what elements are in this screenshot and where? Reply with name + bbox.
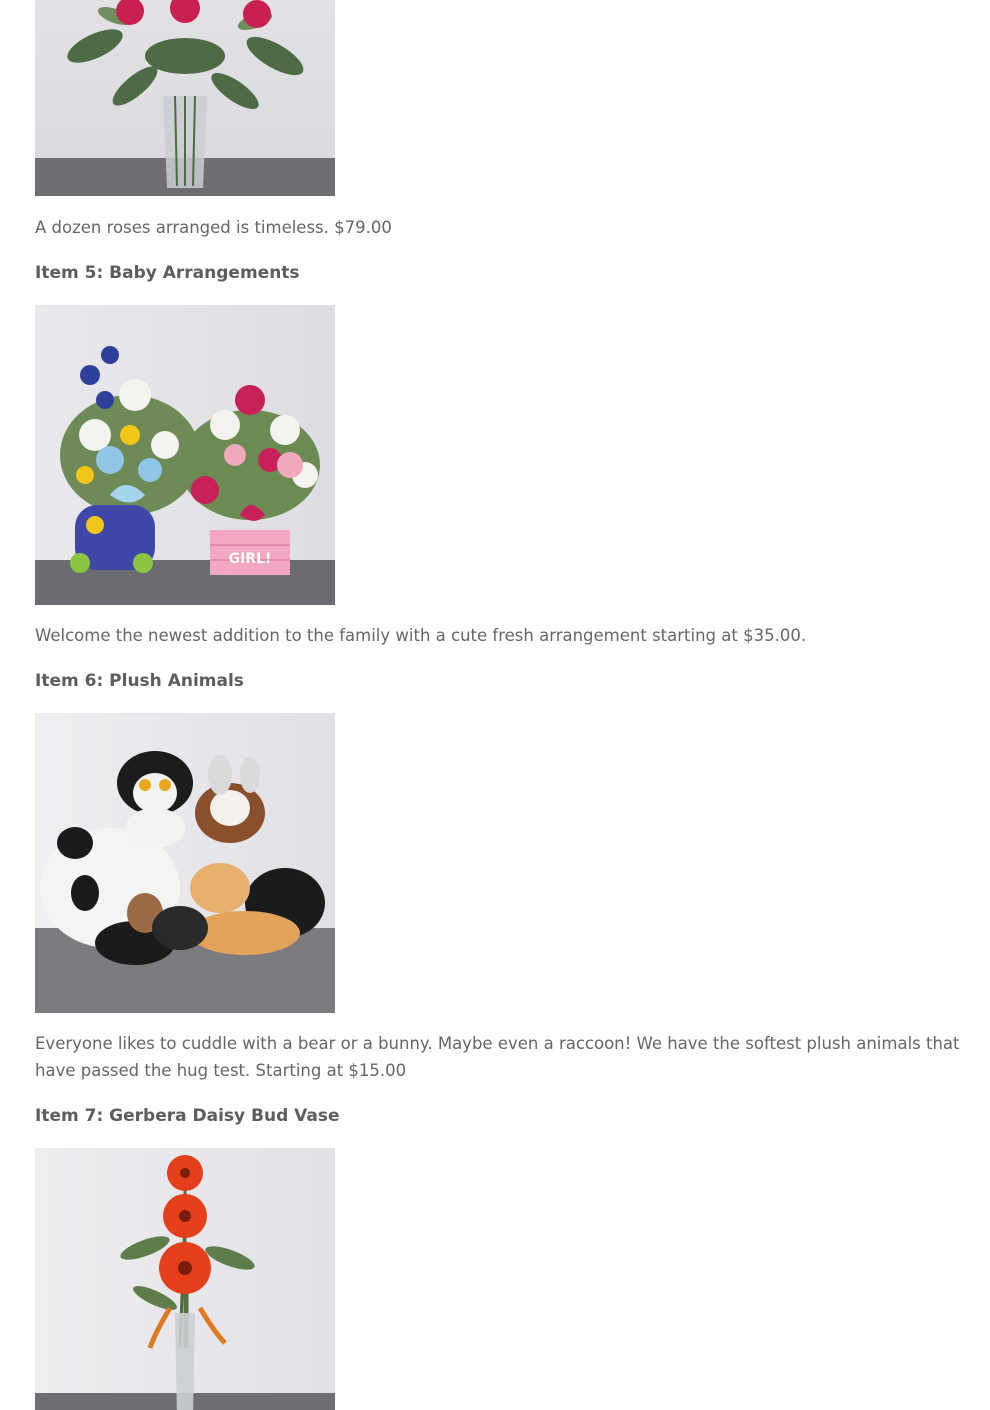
- item-5-heading: Item 5: Baby Arrangements: [35, 263, 300, 283]
- roses-photo: [35, 0, 335, 196]
- roses-description: A dozen roses arranged is timeless. $79.00: [35, 218, 392, 237]
- baby-arrangements-description: Welcome the newest addition to the family with a cute fresh arrangement starting at $35.00.: [35, 626, 807, 645]
- item-6-heading: Item 6: Plush Animals: [35, 671, 244, 691]
- crate-label: GIRL!: [228, 551, 272, 567]
- plush-animals-photo: [35, 713, 335, 1013]
- gerbera-daisy-photo: [35, 1148, 335, 1410]
- item-7-heading: Item 7: Gerbera Daisy Bud Vase: [35, 1106, 340, 1126]
- plush-animals-description: Everyone likes to cuddle with a bear or a bunny. Maybe even a raccoon! We have the softest plush animals that have passed the hug test. Starting at $15.00: [35, 1034, 960, 1080]
- baby-arrangements-photo: [35, 305, 335, 605]
